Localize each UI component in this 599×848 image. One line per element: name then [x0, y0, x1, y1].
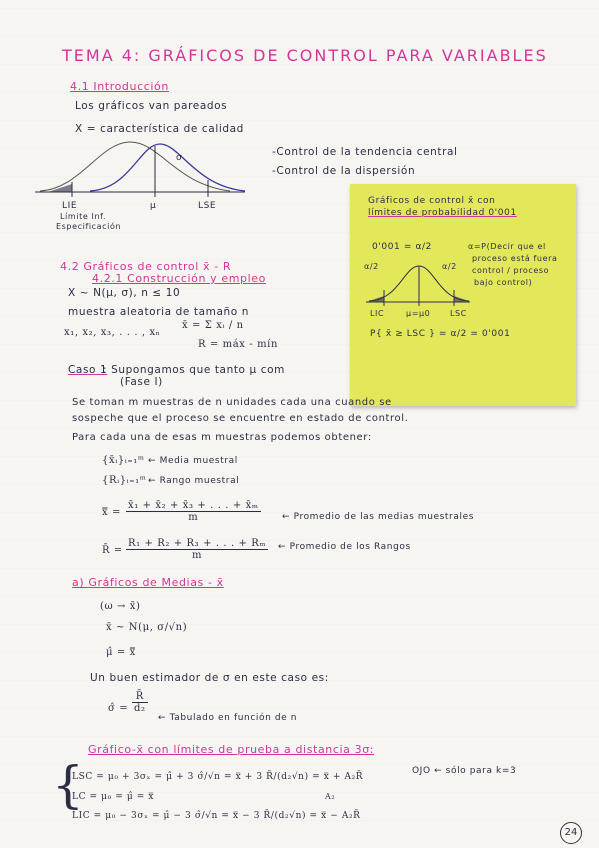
- sigma-hat-fraction: [132, 691, 148, 714]
- sample-ranges-note: ← Rango muestral: [148, 476, 240, 486]
- mean-range-numerator: R₁ + R₂ + R₃ + . . . + Rₘ: [128, 538, 267, 549]
- sample-means-note: ← Media muestral: [148, 456, 238, 466]
- sample-mean-formula: x̄ = Σ xᵢ / n: [182, 320, 244, 331]
- case-1-text: : Supongamos que tanto μ com: [103, 364, 285, 376]
- sticky-mu0: μ=μ0: [406, 309, 431, 318]
- grand-mean-fraction: [126, 500, 261, 523]
- page-number: 24: [560, 822, 582, 844]
- random-sample-text: muestra aleatoria de tamaño n: [68, 306, 249, 318]
- lie-note-2: Especificación: [56, 222, 122, 231]
- sample-range-formula: R = máx - mín: [198, 339, 279, 350]
- mu-label: μ: [150, 201, 157, 211]
- section-a-heading: a) Gráficos de Medias - x̄: [72, 576, 224, 589]
- mean-range-fraction: [126, 538, 268, 561]
- lc-formula: LC = μ₀ = μ̂ = x̿: [72, 792, 155, 802]
- grand-mean-note: ← Promedio de las medias muestrales: [282, 512, 474, 522]
- distribution-curves-diagram: [30, 134, 260, 209]
- lie-label: LIE: [62, 201, 78, 211]
- grand-mean-numerator: x̄₁ + x̄₂ + x̄₃ + . . . + x̄ₘ: [128, 500, 259, 511]
- omega-line: (ω → x̄): [100, 601, 141, 612]
- sticky-title-2: límites de probabilidad 0'001: [368, 208, 517, 218]
- mu-estimator: μ̂ = x̿: [106, 647, 136, 658]
- sticky-lsc: LSC: [450, 309, 467, 318]
- case-paragraph-3: Para cada una de esas m muestras podemos obtener:: [72, 432, 372, 443]
- sticky-alpha-right: α/2: [442, 262, 457, 271]
- sample-ranges-set: {Rᵢ}ᵢ₌₁ᵐ: [102, 475, 147, 486]
- case-paragraph-1: Se toman m muestras de n unidades cada una cuando se: [72, 397, 392, 408]
- bullet-dispersion: -Control de la dispersión: [272, 165, 416, 177]
- sticky-alpha-left: α/2: [364, 262, 379, 271]
- sticky-alpha-def-2: proceso está fuera: [472, 254, 558, 263]
- tabulated-note: ← Tabulado en función de n: [158, 713, 298, 723]
- distribution-assumption: X ~ N(μ, σ), n ≤ 10: [68, 287, 181, 299]
- sigma-estimator-text: Un buen estimador de σ en este caso es:: [90, 672, 329, 684]
- sticky-lic: LIC: [370, 309, 385, 318]
- sticky-alpha-def-4: bajo control): [474, 278, 533, 287]
- section-4-1-heading: 4.1 Introducción: [70, 80, 169, 93]
- case-1-label: Caso 1: [68, 364, 108, 376]
- case-paragraph-2: sospeche que el proceso se encuentre en estado de control.: [72, 413, 409, 424]
- sample-means-set: {x̄ᵢ}ᵢ₌₁ᵐ: [102, 455, 145, 466]
- intro-line-1: Los gráficos van pareados: [75, 100, 228, 112]
- lsc-formula: LSC = μ₀ + 3σₓ = μ̂ + 3 σ̂/√n = x̿ + 3 R̄/(d₂√n) = x̿ + A₂R̄: [72, 772, 364, 782]
- a2-label: A₂: [325, 792, 336, 801]
- grand-mean-lhs: x̿ =: [102, 507, 121, 518]
- mean-range-note: ← Promedio de los Rangos: [278, 542, 411, 552]
- sample-values: x₁, x₂, x₃, . . . , xₙ: [64, 327, 161, 338]
- ojo-note: OJO ← sólo para k=3: [412, 766, 517, 776]
- bullet-central-tendency: -Control de la tendencia central: [272, 146, 458, 158]
- sigma-label: σ: [176, 153, 183, 163]
- sticky-title-1: Gráficos de control x̄ con: [368, 196, 496, 206]
- page-title: TEMA 4: GRÁFICOS DE CONTROL PARA VARIABLES: [62, 46, 548, 65]
- sticky-alpha-def-1: α=P(Decir que el: [468, 242, 546, 251]
- section-4-2-heading: 4.2 Gráficos de control x̄ - R: [60, 260, 232, 273]
- intro-line-2: X = característica de calidad: [75, 123, 244, 135]
- limits-heading: Gráfico-x̄ con límites de prueba a distancia 3σ:: [88, 743, 375, 756]
- sticky-note: [350, 184, 576, 406]
- sticky-probability: P{ x̄ ≥ LSC } = α/2 = 0'001: [370, 329, 511, 339]
- sigma-hat-lhs: σ̂ =: [108, 703, 129, 714]
- sigma-hat-numerator: R̄: [132, 691, 148, 703]
- mean-range-denominator: m: [192, 550, 203, 561]
- lic-formula: LIC = μ₀ − 3σₓ = μ̂ − 3 σ̂/√n = x̿ − 3 R̄/(d₂√n) = x̿ − A₂R̄: [72, 811, 361, 821]
- sigma-hat-denominator: d₂: [134, 703, 146, 714]
- phase-label: (Fase I): [120, 376, 163, 388]
- sticky-curve-diagram: [364, 260, 474, 310]
- mean-distribution: x̄ ~ N(μ, σ/√n): [106, 622, 188, 633]
- grand-mean-denominator: m: [188, 512, 199, 523]
- section-4-2-1-heading: 4.2.1 Construcción y empleo: [92, 272, 266, 285]
- lse-label: LSE: [198, 201, 217, 211]
- sticky-alpha-def-3: control / proceso: [472, 266, 550, 275]
- lie-note-1: Límite Inf.: [60, 212, 107, 221]
- brace-left: {: [52, 756, 85, 814]
- mean-range-lhs: R̄ =: [102, 545, 123, 556]
- sticky-alpha-eq: 0'001 = α/2: [372, 242, 432, 252]
